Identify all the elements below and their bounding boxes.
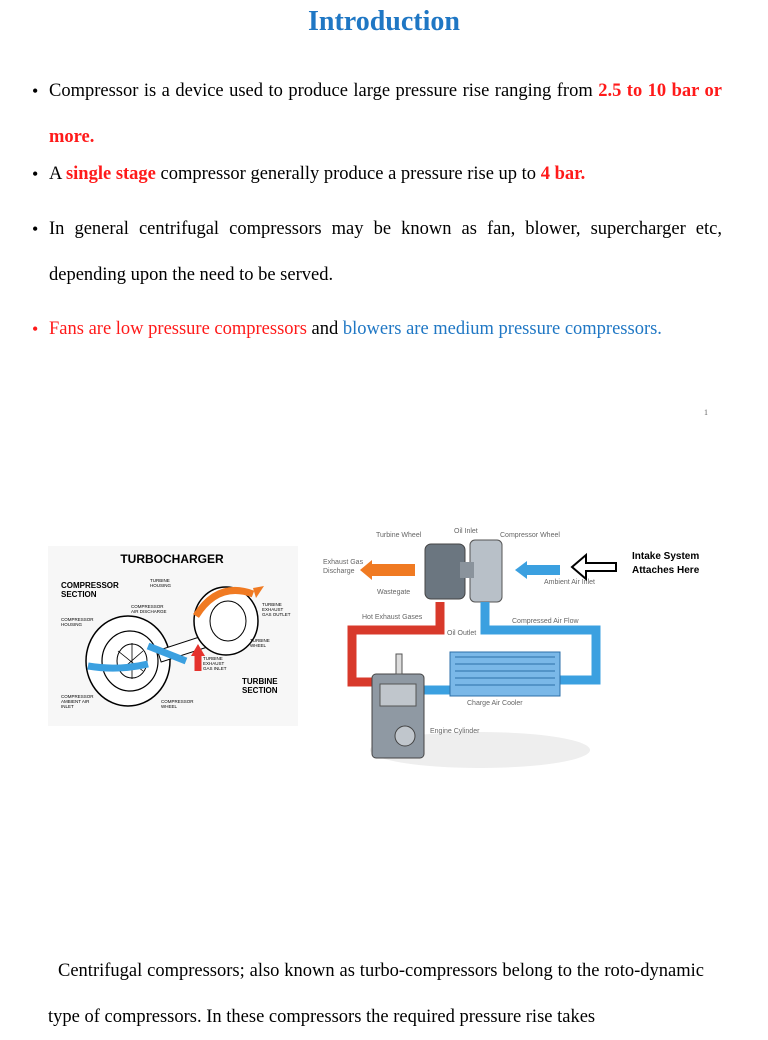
bullet-text: A xyxy=(49,164,66,184)
bullet-item xyxy=(32,164,722,184)
svg-text:Oil Inlet: Oil Inlet xyxy=(454,528,478,535)
svg-text:Exhaust GasDischarge: Exhaust Gas Discharge xyxy=(323,559,364,575)
svg-text:TURBINEWHEEL: TURBINE WHEEL xyxy=(250,638,270,648)
svg-text:COMPRESSORWHEEL: COMPRESSOR WHEEL xyxy=(161,699,194,709)
figure1-title: TURBOCHARGER xyxy=(120,552,224,566)
svg-text:TURBINEHOUSING: TURBINE HOUSING xyxy=(150,578,172,588)
svg-text:COMPRESSORSECTION: COMPRESSOR SECTION xyxy=(61,581,119,599)
bullet-text: compressor generally produce a pressure rise up to xyxy=(155,164,541,184)
svg-text:Oil Outlet: Oil Outlet xyxy=(447,630,477,637)
bullet-item xyxy=(32,306,722,352)
page-number: 1 xyxy=(704,408,708,417)
body-paragraph: Centrifugal compressors; also known as turbo-compressors belong to the roto-dynamic type of compressors. In these compressors the required pressure rise takes xyxy=(48,961,704,1027)
bullet-dot: • xyxy=(32,164,39,184)
svg-text:Ambient Air Inlet: Ambient Air Inlet xyxy=(544,579,595,586)
svg-text:Hot Exhaust Gases: Hot Exhaust Gases xyxy=(362,614,423,621)
bullet-dot: • xyxy=(32,81,39,101)
bullet-highlight: Fans are low pressure compressors xyxy=(49,319,307,339)
bullet-dot: • xyxy=(32,219,39,239)
bullet-highlight: 4 bar. xyxy=(540,164,586,184)
bullet-text: In general centrifugal compressors may be known as fan, blower, supercharger etc, depending upon the need to be served. xyxy=(49,219,722,285)
svg-text:Engine Cylinder: Engine Cylinder xyxy=(430,728,480,735)
svg-text:COMPRESSORAMBIENT AIRINLET: COMPRESSOR AMBIENT AIR INLET xyxy=(61,694,94,709)
svg-text:Charge Air Cooler: Charge Air Cooler xyxy=(467,700,523,707)
bullet-highlight: 2.5 to 10 bar or more. xyxy=(49,81,722,147)
svg-text:TURBINEEXHAUSTGAS INLET: TURBINE EXHAUST GAS INLET xyxy=(203,656,227,671)
bullet-text: Compressor is a device used to produce large pressure rise ranging from xyxy=(49,81,599,101)
bullet-item xyxy=(32,68,722,160)
bullet-item xyxy=(32,206,722,298)
svg-text:COMPRESSORHOUSING: COMPRESSOR HOUSING xyxy=(61,617,94,627)
svg-text:TURBINEEXHAUSTGAS OUTLET: TURBINE EXHAUST GAS OUTLET xyxy=(262,602,291,617)
bullet-highlight: single stage xyxy=(65,164,156,184)
svg-text:TURBINESECTION: TURBINE SECTION xyxy=(242,677,278,695)
bullet-dot: • xyxy=(32,319,39,339)
bullet-text: and xyxy=(306,319,343,339)
page-title: Introduction xyxy=(308,6,460,37)
bullet-highlight: blowers are medium pressure compressors. xyxy=(342,319,662,339)
svg-text:Compressor Wheel: Compressor Wheel xyxy=(500,532,560,539)
svg-text:Compressed Air Flow: Compressed Air Flow xyxy=(512,618,579,625)
svg-text:Wastegate: Wastegate xyxy=(377,589,411,596)
bullet-list xyxy=(32,68,722,360)
turbo-system-figure xyxy=(320,522,720,777)
svg-text:Intake SystemAttaches Here: Intake System Attaches Here xyxy=(632,551,700,576)
svg-text:Turbine Wheel: Turbine Wheel xyxy=(376,532,422,539)
turbocharger-figure xyxy=(48,546,298,726)
svg-text:COMPRESSORAIR DISCHARGE: COMPRESSOR AIR DISCHARGE xyxy=(131,604,167,614)
